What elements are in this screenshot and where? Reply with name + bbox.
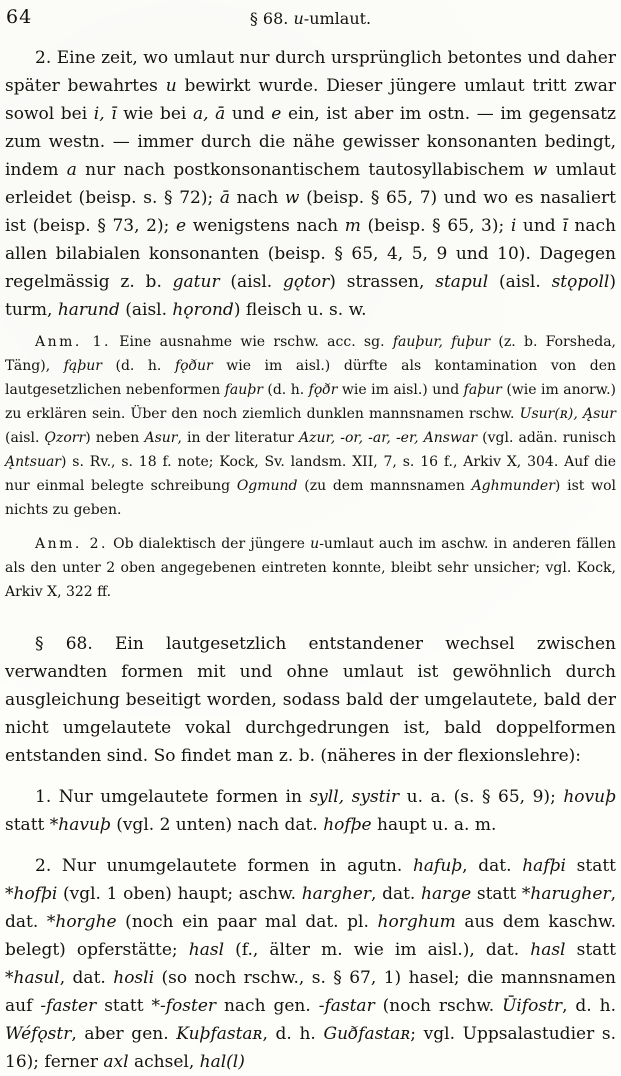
italic-term: hargher: [301, 884, 371, 904]
italic-term: i, ī: [93, 104, 117, 124]
running-head: [5, 6, 616, 28]
text-run: , in der literatur: [177, 430, 300, 446]
italic-term: e: [271, 104, 282, 124]
italic-term: hafþi: [522, 856, 566, 876]
text-run: Ob dialektisch der jüngere: [107, 536, 311, 552]
italic-term: hosli: [113, 968, 155, 988]
text-run: -umlaut auch im aschw. in anderen fällen als den unter 2 oben angegebenen eintreten konnte, bleibt sehr unsicher; vgl. Kock, Arkiv X, 322 ff.: [5, 536, 616, 600]
italic-term: u: [293, 9, 304, 28]
text-run: statt *: [96, 996, 160, 1016]
text-block: [5, 44, 616, 1076]
text-run: (so noch rschw., s. § 67, 1) hasel; die mannsnamen auf: [5, 968, 616, 1016]
text-run: , dat.: [59, 968, 114, 988]
text-run: ) turm,: [5, 272, 617, 320]
italic-term: syll, systir: [309, 787, 400, 807]
text-run: (d. h.: [101, 358, 175, 374]
italic-term: fǫðr: [308, 382, 338, 398]
text-run: und: [225, 104, 272, 124]
italic-term: hal(l): [199, 1052, 245, 1072]
text-run: bewirkt wurde. Dieser jüngere umlaut tritt zwar sowol bei: [5, 76, 616, 124]
text-run: ) fleisch u. s. w.: [233, 300, 367, 320]
text-run: (aisl.: [5, 430, 45, 446]
text-run: -umlaut.: [303, 9, 372, 28]
italic-term: hǫrond: [172, 300, 234, 320]
note-anm-1: [5, 330, 616, 522]
list-item-1: [5, 783, 616, 839]
text-run: achsel,: [128, 1052, 200, 1072]
italic-term: stapul: [435, 272, 489, 292]
text-run: Anm. 1.: [35, 334, 111, 350]
italic-term: fǫður: [174, 358, 213, 374]
italic-term: fąþur: [63, 358, 102, 374]
note-anm-2: [5, 532, 616, 604]
text-run: (vgl. 1 oben) haupt; aschw.: [57, 884, 302, 904]
italic-term: Wéfǫstr: [5, 1024, 72, 1044]
italic-term: hasul: [13, 968, 60, 988]
italic-term: Ogmund: [236, 478, 298, 494]
text-run: § 68. Ein lautgesetzlich entstandener wechsel zwischen verwandten formen mit und ohne umlaut ist gewöhnlich durch ausgleichung beseitigt worden, sodass bald der umgelautete, bald der nicht umgelautete vokal durchgedrungen ist, bald doppelformen entstanden sind. So findet man z. b. (näheres in der flexionslehre):: [5, 634, 616, 766]
italic-term: harge: [421, 884, 472, 904]
text-run: nach allen bilabialen konsonanten (beisp. § 65, 4, 5, 9 und 10). Dagegen regelmässig z. b.: [5, 216, 616, 292]
italic-term: w: [532, 160, 548, 180]
italic-term: Ąntsuar: [5, 454, 61, 470]
italic-term: gǫtor: [282, 272, 330, 292]
italic-term: axl: [103, 1052, 129, 1072]
italic-term: u: [310, 536, 320, 552]
text-run: 2. Eine zeit, wo umlaut nur durch ursprünglich betontes und daher später bewahrtes: [5, 48, 616, 96]
page-header: [5, 6, 616, 38]
text-run: (z. b. Forsheda, Täng),: [5, 334, 616, 374]
italic-term: ā: [219, 188, 231, 208]
text-run: statt *: [471, 884, 531, 904]
text-run: und: [516, 216, 563, 236]
text-run: (beisp. § 65, 7) und wo es nasaliert ist (beisp. § 73, 2);: [5, 188, 616, 236]
italic-term: Kuþfastaʀ: [176, 1024, 263, 1044]
italic-term: Ǫzorr: [44, 430, 86, 446]
text-run: ) neben: [85, 430, 145, 446]
text-run: , dat.: [462, 856, 523, 876]
text-run: , dat. *: [5, 884, 617, 932]
italic-term: hofþi: [13, 884, 58, 904]
text-run: haupt u. a. m.: [371, 815, 497, 835]
italic-term: hafuþ: [412, 856, 463, 876]
text-run: (aisl.: [219, 272, 283, 292]
italic-term: horghe: [55, 912, 117, 932]
text-run: ) ist wol nichts zu geben.: [5, 478, 616, 518]
page-number: 64: [6, 6, 33, 28]
text-run: Anm. 2.: [35, 536, 108, 552]
list-item-2: [5, 852, 616, 1076]
italic-term: hasl: [530, 940, 566, 960]
text-run: wie im aisl.) und: [337, 382, 464, 398]
italic-term: ī: [562, 216, 568, 236]
text-run: statt *: [5, 815, 59, 835]
text-run: , aber gen.: [71, 1024, 177, 1044]
text-run: aus dem kaschw. belegt) opferstätte;: [5, 912, 616, 960]
text-run: wie im aisl.) dürfte als kontamination von den lautgesetzlichen nebenformen: [5, 358, 616, 398]
italic-term: a, ā: [192, 104, 226, 124]
italic-term: Guðfastaʀ: [323, 1024, 411, 1044]
italic-term: hofþe: [323, 815, 372, 835]
text-run: (d. h.: [262, 382, 309, 398]
text-run: Eine ausnahme wie rschw. acc. sg.: [111, 334, 393, 350]
text-run: nur nach postkonsonantischem tautosyllabischem: [76, 160, 533, 180]
text-run: (noch rschw.: [374, 996, 503, 1016]
italic-term: a: [66, 160, 77, 180]
text-run: , dat.: [370, 884, 422, 904]
italic-term: w: [284, 188, 300, 208]
text-run: ) s. Rv., s. 18 f. note; Kock, Sv. landsm. XII, 7, s. 16 f., Arkiv X, 304. Auf die nur einmal belegte schreibung: [5, 454, 616, 494]
italic-term: m: [344, 216, 361, 236]
text-run: (noch ein paar mal dat. pl.: [116, 912, 378, 932]
italic-term: -faster: [40, 996, 97, 1016]
italic-term: stǫpoll: [551, 272, 610, 292]
text-run: (beisp. § 65, 3);: [360, 216, 511, 236]
text-run: , d. h.: [562, 996, 616, 1016]
text-run: umlaut erleidet (beisp. s. § 72);: [5, 160, 617, 208]
text-run: ) strassen,: [329, 272, 436, 292]
text-run: ; vgl. Uppsalastudier s. 16); ferner: [5, 1024, 616, 1072]
text-run: 2. Nur unumgelautete formen in agutn.: [35, 856, 413, 876]
text-run: u. a. (s. § 65, 9);: [399, 787, 564, 807]
italic-term: hovuþ: [563, 787, 616, 807]
text-run: nach gen.: [216, 996, 319, 1016]
text-run: (wie im anorw.) zu erklären sein. Über den noch ziemlich dunklen mannsnamen rschw.: [5, 382, 616, 422]
text-run: (aisl.: [119, 300, 173, 320]
italic-term: gatur: [172, 272, 220, 292]
italic-term: -fastar: [318, 996, 375, 1016]
italic-term: fauþur, fuþur: [392, 334, 491, 350]
text-run: wie bei: [116, 104, 193, 124]
text-run: ein, ist aber im ostn. — im gegensatz zum westn. — immer durch die nähe gewisser konsonanten bedingt, indem: [5, 104, 617, 180]
paragraph-point-2: [5, 44, 616, 324]
italic-term: faþur: [463, 382, 502, 398]
text-run: § 68.: [249, 9, 294, 28]
text-run: 1. Nur umgelautete formen in: [35, 787, 310, 807]
italic-term: i: [510, 216, 517, 236]
italic-term: Aghmunder: [471, 478, 555, 494]
italic-term: Usur(ʀ), Ąsur: [519, 406, 616, 422]
italic-term: e: [175, 216, 187, 236]
italic-term: -foster: [160, 996, 217, 1016]
text-run: statt *: [5, 940, 616, 988]
text-run: nach: [230, 188, 285, 208]
text-run: statt *: [5, 856, 616, 904]
italic-term: havuþ: [58, 815, 111, 835]
italic-term: u: [165, 76, 177, 96]
italic-term: horghum: [377, 912, 456, 932]
italic-term: Azur, -or, -ar, -er, Answar: [299, 430, 478, 446]
italic-term: harund: [57, 300, 120, 320]
italic-term: hasl: [188, 940, 225, 960]
paragraph-68: [5, 630, 616, 770]
italic-term: Ūifostr: [502, 996, 563, 1016]
italic-term: harugher: [530, 884, 611, 904]
text-run: (aisl.: [488, 272, 552, 292]
text-run: (vgl. 2 unten) nach dat.: [110, 815, 324, 835]
text-run: (f., älter m. wie im aisl.), dat.: [224, 940, 531, 960]
text-run: wenigstens nach: [186, 216, 345, 236]
text-run: (vgl. adän. runisch: [477, 430, 616, 446]
text-run: (zu dem mannsnamen: [297, 478, 472, 494]
italic-term: fauþr: [224, 382, 263, 398]
italic-term: Asur: [144, 430, 178, 446]
text-run: , d. h.: [262, 1024, 324, 1044]
